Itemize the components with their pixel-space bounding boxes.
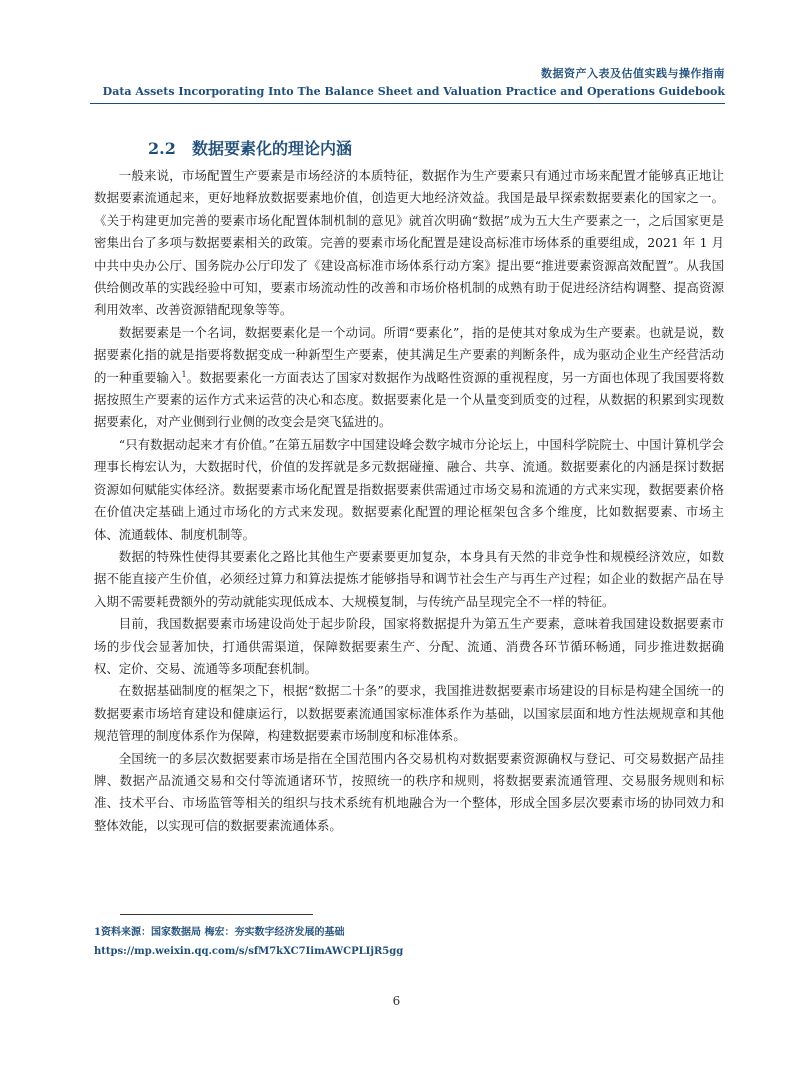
page-number: 6 xyxy=(392,994,401,1008)
footnote-divider xyxy=(120,914,313,915)
section-title-text: 数据要素化的理论内涵 xyxy=(192,139,353,158)
paragraph: “只有数据动起来才有价值。”在第五届数字中国建设峰会数字城市分论坛上，中国科学院院士、中国计算机学会理事长梅宏认为，大数据时代，价值的发挥就是多元数据碰撞、融合、共享、流通。数据要素化的内涵是探讨数据资源如何赋能实体经济。数据要素市场化配置是指数据要素供需通过市场交易和流通的方式来实现，数据要素价格在价值决定基础上通过市场化的方式来发现。数据要素化配置的理论框架包含多个维度，比如数据要素、市场主体、流通载体、制度机制等。 xyxy=(94,436,724,542)
footnote-link[interactable]: https://mp.weixin.qq.com/s/sfM7kXC7IimAWCPLIjR5gg xyxy=(94,946,404,957)
paragraph: 全国统一的多层次数据要素市场是指在全国范围内各交易机构对数据要素资源确权与登记、可交易数据产品挂牌、数据产品流通交易和交付等流通诸环节，按照统一的秩序和规则，将数据要素流通管理、交易服务规则和标准、技术平台、市场监管等相关的组织与技术系统有机地融合为一个整体，形成全国多层次要素市场的协同效力和整体效能，以实现可信的数据要素流通体系。 xyxy=(94,750,724,833)
section-heading xyxy=(148,138,352,160)
body-text xyxy=(94,165,724,837)
paragraph: 在数据基础制度的框架之下，根据“数据二十条”的要求，我国推进数据要素市场建设的目标是构建全国统一的数据要素市场培育建设和健康运行，以数据要素流通国家标准体系作为基础，以国家层面和地方性法规规章和其他规范管理的制度体系作为保障，构建数据要素市场制度和标准体系。 xyxy=(94,683,724,744)
paragraph: 目前，我国数据要素市场建设尚处于起步阶段，国家将数据提升为第五生产要素，意味着我国建设数据要素市场的步伐会显著加快，打通供需渠道，保障数据要素生产、分配、流通、消费各环节循环畅通，同步推进数据确权、定价、交易、流通等多项配套机制。 xyxy=(94,616,724,676)
footnote xyxy=(94,923,403,961)
section-number: 2.2 xyxy=(148,139,176,158)
running-header xyxy=(103,66,725,100)
paragraph-text: 数据要素是一个名词，数据要素化是一个动词。所谓“要素化”，指的是使其对象成为生产要素。也就是说，数据要素化指的就是指要将数据变成一种新型生产要素，使其满足生产要素的判断条件，成为驱动企业生产经营活动的一种重要输入 xyxy=(94,324,724,385)
paragraph: 数据的特殊性使得其要素化之路比其他生产要素要更加复杂，本身具有天然的非竞争性和规模经济效应，如数据不能直接产生价值，必须经过算力和算法提炼才能够指导和调节社会生产与再生产过程；如企业的数据产品在导入期不需要耗费额外的劳动就能实现低成本、大规模复制，与传统产品呈现完全不一样的特征。 xyxy=(94,548,724,609)
paragraph xyxy=(94,322,724,434)
paragraph-text-continued: 。数据要素化一方面表达了国家对数据作为战略性资源的重视程度，另一方面也体现了我国要将数据按照生产要素的运作方式来运营的决心和态度。数据要素化是一个从量变到质变的过程，从数据的积累到实现数据要素化，对产业侧到行业侧的改变会是突飞猛进的。 xyxy=(94,369,725,430)
header-divider xyxy=(90,103,725,104)
header-title-cn: 数据资产入表及估值实践与操作指南 xyxy=(541,67,725,80)
footnote-source: 1资料来源：国家数据局 梅宏：夯实数字经济发展的基础 xyxy=(94,927,345,938)
footnote-marker[interactable]: 1 xyxy=(181,369,187,379)
paragraph: 一般来说，市场配置生产要素是市场经济的本质特征，数据作为生产要素只有通过市场来配置才能够真正地让数据要素流通起来，更好地释放数据要素地价值，创造更大地经济效益。我国是最早探索数据要素化的国家之一。《关于构建更加完善的要素市场化配置体制机制的意见》就首次明确“数据”成为五大生产要素之一，之后国家更是密集出台了多项与数据要素相关的政策。完善的要素市场化配置是建设高标准市场体系的重要组成，2021 年 1 月中共中央办公厅、国务院办公厅印发了《建设高标准市场体系行动方案》提出要“推进要素资源高效配置”。从我国供给侧改革的实践经验中可知，要素市场流动性的改善和市场价格机制的成熟有助于促进经济结构调整、提高资源利用效率、改善资源错配现象等等。 xyxy=(94,168,724,318)
header-title-en: Data Assets Incorporating Into The Balance Sheet and Valuation Practice and Operations Guidebook xyxy=(102,85,725,98)
